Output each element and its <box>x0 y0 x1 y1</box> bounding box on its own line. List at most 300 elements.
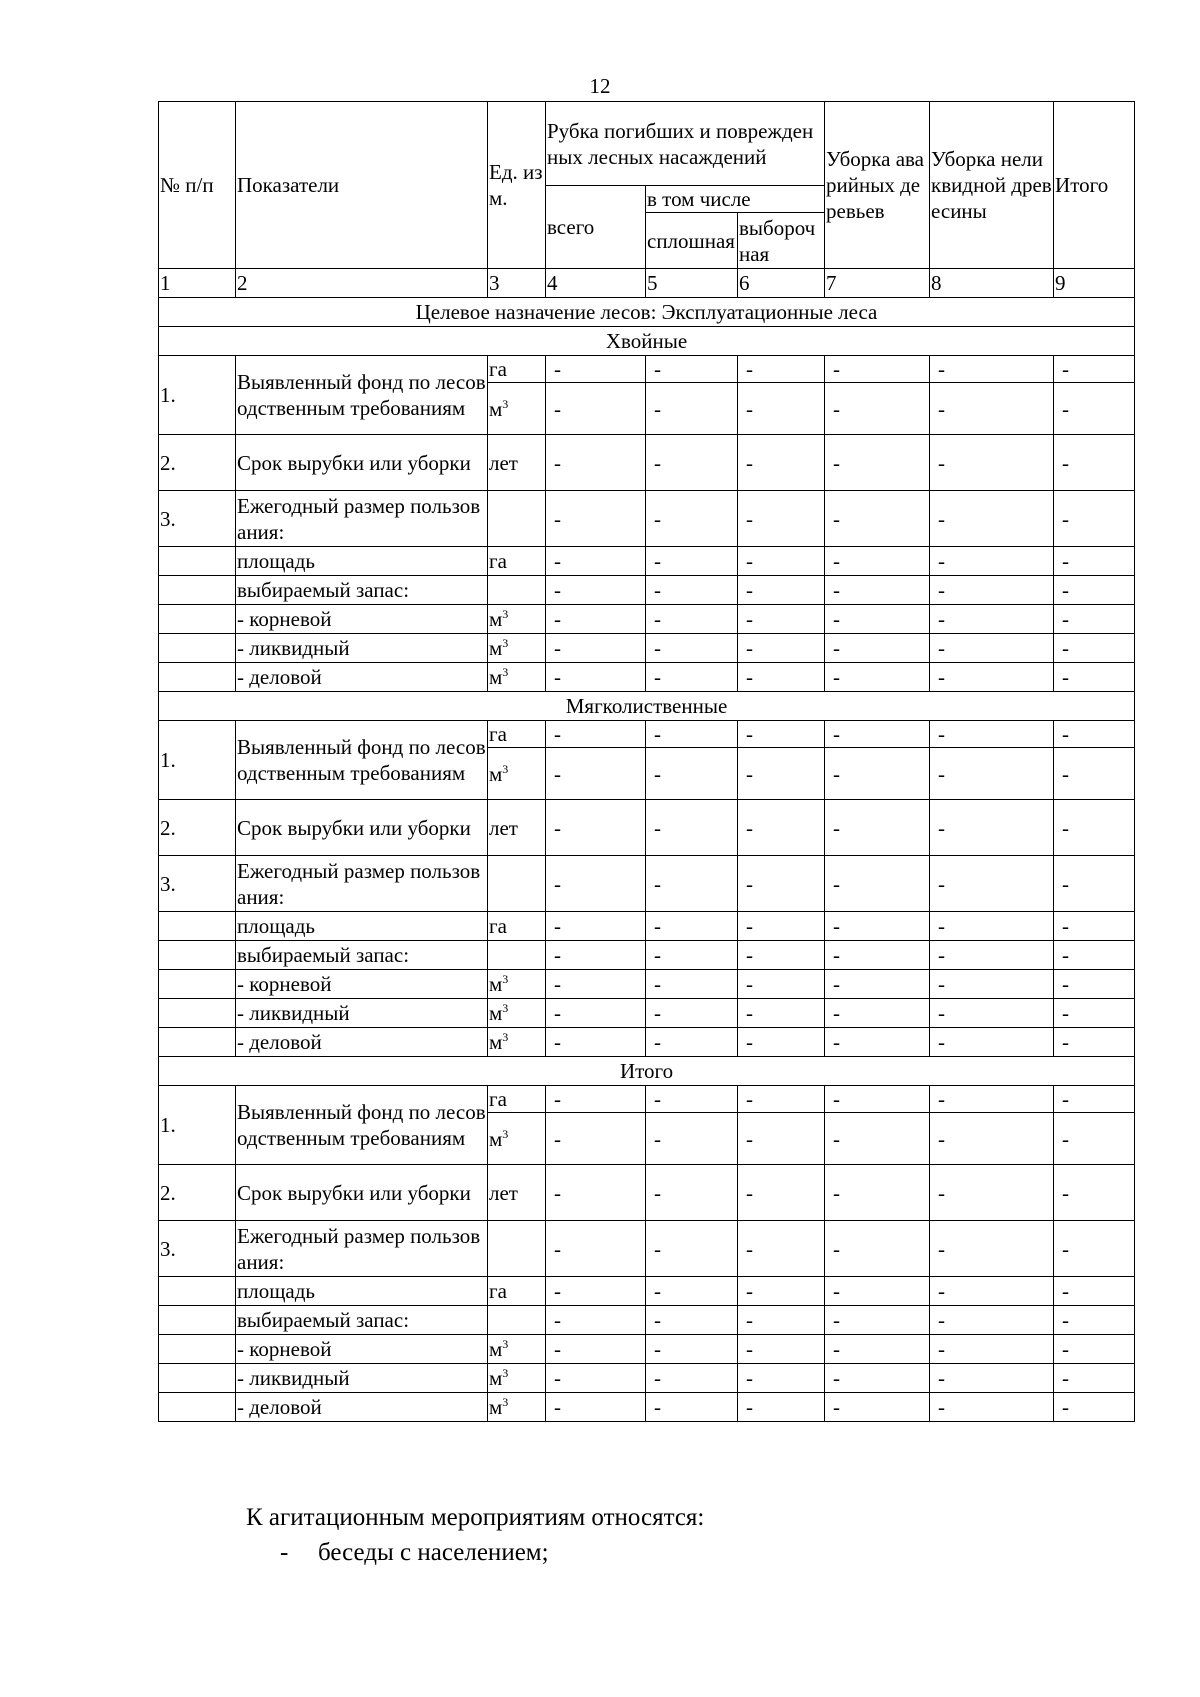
value-cell: - <box>546 356 646 383</box>
unit-cell <box>488 1086 546 1113</box>
value-cell: - <box>546 856 646 912</box>
row-number <box>159 1364 236 1393</box>
value-cell: - <box>825 634 930 663</box>
row-number <box>159 912 236 941</box>
value-cell: - <box>738 941 825 970</box>
value-cell: - <box>825 941 930 970</box>
unit-text: га <box>489 1279 507 1303</box>
value-cell: - <box>825 491 930 547</box>
value-cell: - <box>1054 435 1135 491</box>
unit-text: м <box>489 396 503 421</box>
unit-cell <box>488 856 546 912</box>
indicator-label: Выявленный фонд по лесоводственным требованиям <box>236 1086 488 1165</box>
value-cell: - <box>825 1306 930 1335</box>
unit-superscript: 3 <box>502 665 509 679</box>
unit-cell <box>488 576 546 605</box>
value-cell: - <box>930 856 1054 912</box>
column-number: 3 <box>488 269 546 298</box>
value-cell: - <box>738 435 825 491</box>
page-number: 12 <box>589 74 611 98</box>
value-cell: - <box>1054 999 1135 1028</box>
value-cell: - <box>825 1028 930 1057</box>
value-cell: - <box>546 634 646 663</box>
value-cell: - <box>546 1113 646 1165</box>
unit-text: м <box>489 972 503 996</box>
indicator-label: площадь <box>236 912 488 941</box>
value-cell: - <box>738 663 825 692</box>
value-cell: - <box>646 634 738 663</box>
indicator-label: Выявленный фонд по лесоводственным требованиям <box>236 721 488 800</box>
value-cell: - <box>646 941 738 970</box>
unit-superscript: 3 <box>502 1337 509 1351</box>
indicator-label: площадь <box>236 547 488 576</box>
value-cell: - <box>1054 1028 1135 1057</box>
value-cell: - <box>646 1113 738 1165</box>
value-cell: - <box>546 912 646 941</box>
value-cell: - <box>825 800 930 856</box>
value-cell: - <box>738 970 825 999</box>
value-cell: - <box>930 941 1054 970</box>
unit-cell <box>488 605 546 634</box>
value-cell: - <box>646 605 738 634</box>
value-cell: - <box>1054 941 1135 970</box>
column-number: 6 <box>738 269 825 298</box>
row-annual <box>159 491 1135 547</box>
unit-text: м <box>489 1001 503 1025</box>
row-number <box>159 1028 236 1057</box>
indicator-label: - ликвидный <box>236 999 488 1028</box>
value-cell: - <box>646 356 738 383</box>
value-cell: - <box>825 1277 930 1306</box>
value-cell: - <box>825 1393 930 1422</box>
row-annual <box>159 856 1135 912</box>
unit-cell <box>488 383 546 435</box>
row-area <box>159 547 1135 576</box>
value-cell: - <box>738 1393 825 1422</box>
value-cell: - <box>825 435 930 491</box>
value-cell: - <box>930 1165 1054 1221</box>
row-term <box>159 435 1135 491</box>
column-number: 1 <box>159 269 236 298</box>
purpose-title: Целевое назначение лесов: Эксплуатационные леса <box>159 298 1135 327</box>
header-felling: Рубка погибших и поврежденных лесных насаждений <box>546 102 825 186</box>
value-cell: - <box>646 1335 738 1364</box>
value-cell: - <box>738 999 825 1028</box>
value-cell: - <box>738 912 825 941</box>
value-cell: - <box>930 605 1054 634</box>
value-cell: - <box>646 800 738 856</box>
value-cell: - <box>738 1221 825 1277</box>
row-number: 2. <box>159 435 236 491</box>
section-title: Мягколиственные <box>159 692 1135 721</box>
value-cell: - <box>646 435 738 491</box>
value-cell: - <box>546 1306 646 1335</box>
value-cell: - <box>825 856 930 912</box>
value-cell: - <box>546 721 646 748</box>
indicator-label: выбираемый запас: <box>236 576 488 605</box>
value-cell: - <box>825 1335 930 1364</box>
header-illiquid: Уборка неликвидной древесины <box>930 102 1054 269</box>
unit-text: га <box>489 1087 507 1111</box>
column-number: 5 <box>646 269 738 298</box>
value-cell: - <box>825 1086 930 1113</box>
value-cell: - <box>825 383 930 435</box>
value-cell: - <box>738 1113 825 1165</box>
column-number: 2 <box>236 269 488 298</box>
indicator-label: Ежегодный размер пользования: <box>236 1221 488 1277</box>
unit-cell <box>488 491 546 547</box>
column-numbers-row <box>159 269 1135 298</box>
value-cell: - <box>930 1393 1054 1422</box>
header-total-all: всего <box>546 186 646 269</box>
indicator-label: площадь <box>236 1277 488 1306</box>
unit-cell <box>488 941 546 970</box>
value-cell: - <box>825 605 930 634</box>
row-term <box>159 800 1135 856</box>
unit-text: м <box>489 1366 503 1390</box>
unit-cell <box>488 1221 546 1277</box>
unit-cell <box>488 1165 546 1221</box>
value-cell: - <box>546 941 646 970</box>
row-number <box>159 1277 236 1306</box>
row-stock <box>159 941 1135 970</box>
value-cell: - <box>825 356 930 383</box>
unit-text: га <box>489 722 507 746</box>
value-cell: - <box>546 605 646 634</box>
value-cell: - <box>825 1221 930 1277</box>
row-number: 1. <box>159 356 236 435</box>
unit-cell <box>488 912 546 941</box>
row-number <box>159 634 236 663</box>
forest-usage-table <box>158 101 1135 1422</box>
value-cell: - <box>546 576 646 605</box>
value-cell: - <box>1054 1086 1135 1113</box>
value-cell: - <box>1054 1221 1135 1277</box>
value-cell: - <box>930 1086 1054 1113</box>
row-term <box>159 1165 1135 1221</box>
value-cell: - <box>930 748 1054 800</box>
value-cell: - <box>825 1364 930 1393</box>
value-cell: - <box>930 1277 1054 1306</box>
value-cell: - <box>930 1028 1054 1057</box>
value-cell: - <box>1054 1364 1135 1393</box>
value-cell: - <box>546 547 646 576</box>
column-number: 9 <box>1054 269 1135 298</box>
unit-cell <box>488 634 546 663</box>
indicator-label: Срок вырубки или уборки <box>236 435 488 491</box>
unit-cell <box>488 1364 546 1393</box>
value-cell: - <box>930 1306 1054 1335</box>
unit-text: м <box>489 761 503 786</box>
header-clear: сплошная <box>646 213 738 269</box>
value-cell: - <box>1054 856 1135 912</box>
unit-cell <box>488 970 546 999</box>
value-cell: - <box>1054 970 1135 999</box>
value-cell: - <box>546 383 646 435</box>
unit-cell <box>488 663 546 692</box>
value-cell: - <box>825 748 930 800</box>
value-cell: - <box>1054 721 1135 748</box>
row-fund-area <box>159 1086 1135 1113</box>
value-cell: - <box>546 1086 646 1113</box>
row-number: 3. <box>159 1221 236 1277</box>
value-cell: - <box>825 1113 930 1165</box>
row-area <box>159 1277 1135 1306</box>
value-cell: - <box>825 999 930 1028</box>
unit-text: м <box>489 1337 503 1361</box>
value-cell: - <box>738 1086 825 1113</box>
value-cell: - <box>738 721 825 748</box>
row-number: 3. <box>159 856 236 912</box>
value-cell: - <box>1054 1335 1135 1364</box>
value-cell: - <box>738 634 825 663</box>
value-cell: - <box>738 383 825 435</box>
unit-text: лет <box>489 1180 518 1205</box>
unit-cell <box>488 356 546 383</box>
value-cell: - <box>738 547 825 576</box>
value-cell: - <box>646 999 738 1028</box>
column-number: 8 <box>930 269 1054 298</box>
unit-text: га <box>489 549 507 573</box>
value-cell: - <box>646 1364 738 1393</box>
row-business <box>159 1393 1135 1422</box>
section-title: Итого <box>159 1057 1135 1086</box>
unit-superscript: 3 <box>502 636 509 650</box>
unit-cell <box>488 999 546 1028</box>
value-cell: - <box>930 970 1054 999</box>
bullet-marker: - <box>280 1539 289 1566</box>
unit-text: м <box>489 1395 503 1419</box>
row-number <box>159 941 236 970</box>
unit-text: м <box>489 1126 503 1151</box>
indicator-label: Ежегодный размер пользования: <box>236 856 488 912</box>
indicator-label: выбираемый запас: <box>236 941 488 970</box>
row-root <box>159 970 1135 999</box>
unit-text: га <box>489 914 507 938</box>
value-cell: - <box>1054 1277 1135 1306</box>
row-annual <box>159 1221 1135 1277</box>
value-cell: - <box>930 491 1054 547</box>
unit-cell <box>488 748 546 800</box>
row-number <box>159 1335 236 1364</box>
unit-text: лет <box>489 450 518 475</box>
value-cell: - <box>738 1335 825 1364</box>
value-cell: - <box>1054 800 1135 856</box>
unit-superscript: 3 <box>502 396 509 411</box>
value-cell: - <box>738 491 825 547</box>
unit-superscript: 3 <box>502 1366 509 1380</box>
value-cell: - <box>546 1221 646 1277</box>
value-cell: - <box>930 435 1054 491</box>
value-cell: - <box>546 970 646 999</box>
unit-cell <box>488 721 546 748</box>
indicator-label: - корневой <box>236 970 488 999</box>
value-cell: - <box>930 1335 1054 1364</box>
indicator-label: Выявленный фонд по лесоводственным требованиям <box>236 356 488 435</box>
unit-text: м <box>489 1030 503 1054</box>
value-cell: - <box>825 547 930 576</box>
value-cell: - <box>646 1028 738 1057</box>
value-cell: - <box>738 800 825 856</box>
header-num: № п/п <box>159 102 236 269</box>
row-liquid <box>159 1364 1135 1393</box>
unit-text: лет <box>489 815 518 840</box>
value-cell: - <box>546 748 646 800</box>
row-number <box>159 605 236 634</box>
row-root <box>159 1335 1135 1364</box>
body-bullet-item <box>280 1537 1180 1569</box>
value-cell: - <box>646 856 738 912</box>
value-cell: - <box>1054 748 1135 800</box>
row-fund-area <box>159 356 1135 383</box>
unit-cell <box>488 1113 546 1165</box>
row-number: 1. <box>159 1086 236 1165</box>
unit-superscript: 3 <box>502 1395 509 1409</box>
value-cell: - <box>646 383 738 435</box>
value-cell: - <box>930 576 1054 605</box>
value-cell: - <box>646 547 738 576</box>
indicator-label: - ликвидный <box>236 634 488 663</box>
value-cell: - <box>930 1364 1054 1393</box>
row-liquid <box>159 634 1135 663</box>
indicator-label: выбираемый запас: <box>236 1306 488 1335</box>
value-cell: - <box>930 547 1054 576</box>
value-cell: - <box>546 800 646 856</box>
value-cell: - <box>930 912 1054 941</box>
row-number <box>159 970 236 999</box>
unit-cell <box>488 800 546 856</box>
indicator-label: Срок вырубки или уборки <box>236 1165 488 1221</box>
value-cell: - <box>546 435 646 491</box>
unit-cell <box>488 1306 546 1335</box>
value-cell: - <box>646 1086 738 1113</box>
value-cell: - <box>546 663 646 692</box>
value-cell: - <box>930 383 1054 435</box>
value-cell: - <box>646 1221 738 1277</box>
value-cell: - <box>930 721 1054 748</box>
bullet-text: беседы с населением; <box>318 1539 549 1566</box>
value-cell: - <box>738 356 825 383</box>
row-fund-area <box>159 721 1135 748</box>
value-cell: - <box>738 605 825 634</box>
value-cell: - <box>738 1277 825 1306</box>
value-cell: - <box>738 856 825 912</box>
unit-superscript: 3 <box>502 1001 509 1015</box>
unit-text: м <box>489 636 503 660</box>
value-cell: - <box>738 576 825 605</box>
value-cell: - <box>1054 547 1135 576</box>
header-emergency: Уборка аварийных деревьев <box>825 102 930 269</box>
value-cell: - <box>1054 663 1135 692</box>
value-cell: - <box>1054 356 1135 383</box>
value-cell: - <box>825 721 930 748</box>
indicator-label: - корневой <box>236 1335 488 1364</box>
indicator-label: - деловой <box>236 663 488 692</box>
value-cell: - <box>1054 1165 1135 1221</box>
value-cell: - <box>1054 634 1135 663</box>
unit-text: га <box>489 357 507 381</box>
indicator-label: - ликвидный <box>236 1364 488 1393</box>
unit-cell <box>488 547 546 576</box>
row-root <box>159 605 1135 634</box>
unit-cell <box>488 435 546 491</box>
value-cell: - <box>825 663 930 692</box>
value-cell: - <box>1054 912 1135 941</box>
value-cell: - <box>738 748 825 800</box>
body-lead-text: К агитационным мероприятиям относятся: <box>246 1504 705 1531</box>
row-business <box>159 1028 1135 1057</box>
value-cell: - <box>546 999 646 1028</box>
value-cell: - <box>825 1165 930 1221</box>
row-number <box>159 1306 236 1335</box>
value-cell: - <box>646 721 738 748</box>
value-cell: - <box>546 1364 646 1393</box>
value-cell: - <box>646 1306 738 1335</box>
value-cell: - <box>1054 491 1135 547</box>
unit-superscript: 3 <box>502 761 509 776</box>
value-cell: - <box>1054 576 1135 605</box>
value-cell: - <box>1054 1306 1135 1335</box>
unit-text: м <box>489 607 503 631</box>
value-cell: - <box>825 576 930 605</box>
unit-text: м <box>489 665 503 689</box>
indicator-label: Срок вырубки или уборки <box>236 800 488 856</box>
value-cell: - <box>738 1165 825 1221</box>
row-number <box>159 1393 236 1422</box>
value-cell: - <box>646 663 738 692</box>
value-cell: - <box>1054 383 1135 435</box>
row-number: 1. <box>159 721 236 800</box>
value-cell: - <box>825 970 930 999</box>
column-number: 7 <box>825 269 930 298</box>
unit-superscript: 3 <box>502 1030 509 1044</box>
value-cell: - <box>646 912 738 941</box>
value-cell: - <box>646 970 738 999</box>
value-cell: - <box>646 748 738 800</box>
value-cell: - <box>930 663 1054 692</box>
unit-cell <box>488 1277 546 1306</box>
value-cell: - <box>930 1113 1054 1165</box>
row-number <box>159 576 236 605</box>
value-cell: - <box>646 1165 738 1221</box>
value-cell: - <box>546 491 646 547</box>
header-unit: Ед. изм. <box>488 102 546 269</box>
unit-superscript: 3 <box>502 1126 509 1141</box>
value-cell: - <box>646 491 738 547</box>
row-number <box>159 663 236 692</box>
value-cell: - <box>1054 605 1135 634</box>
section-title: Хвойные <box>159 327 1135 356</box>
value-cell: - <box>930 999 1054 1028</box>
unit-cell <box>488 1335 546 1364</box>
row-stock <box>159 1306 1135 1335</box>
row-number: 3. <box>159 491 236 547</box>
value-cell: - <box>646 1393 738 1422</box>
value-cell: - <box>930 356 1054 383</box>
value-cell: - <box>546 1335 646 1364</box>
column-number: 4 <box>546 269 646 298</box>
value-cell: - <box>1054 1113 1135 1165</box>
row-business <box>159 663 1135 692</box>
value-cell: - <box>646 576 738 605</box>
row-area <box>159 912 1135 941</box>
row-number <box>159 547 236 576</box>
header-total: Итого <box>1054 102 1135 269</box>
indicator-label: - корневой <box>236 605 488 634</box>
indicator-label: - деловой <box>236 1393 488 1422</box>
value-cell: - <box>738 1364 825 1393</box>
header-indicators: Показатели <box>236 102 488 269</box>
